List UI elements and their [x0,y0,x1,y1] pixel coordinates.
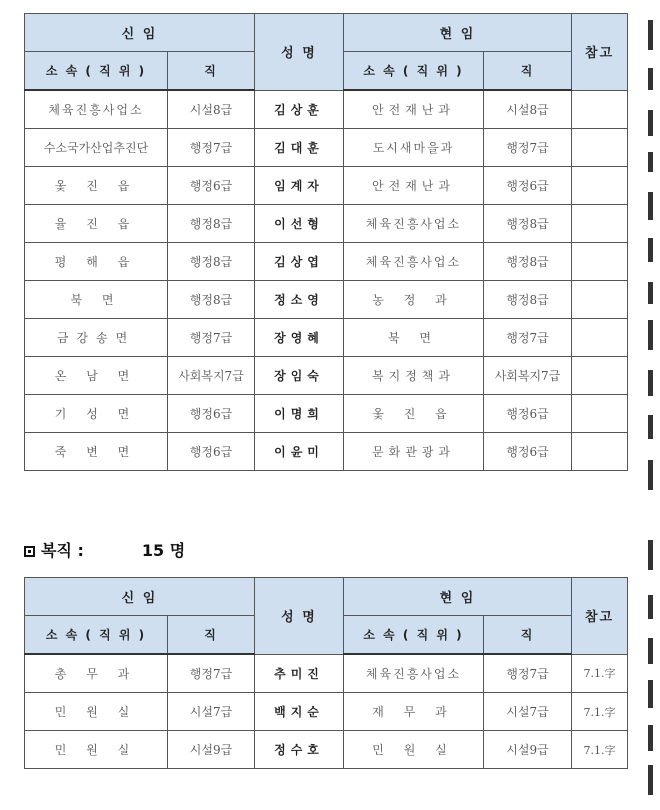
new-grade-cell: 시설9급 [168,731,255,769]
section-label: 복직 : [41,541,84,560]
new-dept-cell: 수소국가산업추진단 [25,129,168,167]
header-cur-dept: 소 속 ( 직 위 ) [344,52,484,91]
current-grade-cell: 시설9급 [484,731,572,769]
new-dept-cell: 기 성 면 [25,395,168,433]
header-new-grade: 직 [168,616,255,655]
name-cell: 추미진 [255,654,344,693]
remark-cell: 7.1.字 [572,693,628,731]
new-grade-cell: 행정6급 [168,395,255,433]
new-dept-cell: 민 원 실 [25,731,168,769]
header-new-grade: 직 [168,52,255,91]
name-cell: 김상훈 [255,90,344,129]
table-row [25,433,628,471]
current-grade-cell: 행정8급 [484,281,572,319]
header-current-post: 현 임 [344,14,572,52]
new-dept-cell: 민 원 실 [25,693,168,731]
table-row [25,357,628,395]
table-row [25,395,628,433]
table-row [25,90,628,129]
current-grade-cell: 시설7급 [484,693,572,731]
current-dept-cell: 옻 진 읍 [344,395,484,433]
header-cur-dept: 소 속 ( 직 위 ) [344,616,484,655]
square-bullet-icon [24,546,35,557]
header-name: 성 명 [255,578,344,655]
header-current-post: 현 임 [344,578,572,616]
current-dept-cell: 안전재난과 [344,90,484,129]
new-dept-cell: 체육진흥사업소 [25,90,168,129]
remark-cell [572,167,628,205]
new-dept-cell: 평 해 읍 [25,243,168,281]
remark-cell [572,205,628,243]
table-row [25,731,628,769]
new-dept-cell: 총 무 과 [25,654,168,693]
current-dept-cell: 체육진흥사업소 [344,243,484,281]
remark-cell [572,90,628,129]
reinstatement-table [24,577,628,769]
header-remark: 참고 [572,14,628,91]
name-cell: 장영혜 [255,319,344,357]
new-grade-cell: 행정7급 [168,654,255,693]
new-dept-cell: 금강송면 [25,319,168,357]
table-row [25,205,628,243]
current-dept-cell: 민 원 실 [344,731,484,769]
current-dept-cell: 재 무 과 [344,693,484,731]
name-cell: 장임숙 [255,357,344,395]
new-grade-cell: 시설7급 [168,693,255,731]
name-cell: 이윤미 [255,433,344,471]
table-row [25,693,628,731]
table-row [25,243,628,281]
remark-cell [572,433,628,471]
remark-cell: 7.1.字 [572,654,628,693]
remark-cell [572,281,628,319]
remark-cell: 7.1.字 [572,731,628,769]
current-dept-cell: 안전재난과 [344,167,484,205]
name-cell: 김상엽 [255,243,344,281]
new-grade-cell: 행정8급 [168,243,255,281]
name-cell: 임계자 [255,167,344,205]
new-dept-cell: 온 남 면 [25,357,168,395]
current-grade-cell: 사회복지7급 [484,357,572,395]
new-grade-cell: 행정6급 [168,167,255,205]
current-dept-cell: 도시새마을과 [344,129,484,167]
header-cur-grade: 직 [484,616,572,655]
table-row [25,167,628,205]
table-row [25,319,628,357]
current-dept-cell: 북 면 [344,319,484,357]
header-new-dept: 소 속 ( 직 위 ) [25,616,168,655]
current-grade-cell: 행정6급 [484,395,572,433]
current-grade-cell: 시설8급 [484,90,572,129]
current-grade-cell: 행정8급 [484,243,572,281]
table-row [25,654,628,693]
new-grade-cell: 사회복지7급 [168,357,255,395]
current-dept-cell: 체육진흥사업소 [344,654,484,693]
new-grade-cell: 행정7급 [168,319,255,357]
new-grade-cell: 행정6급 [168,433,255,471]
name-cell: 이명희 [255,395,344,433]
header-new-dept: 소 속 ( 직 위 ) [25,52,168,91]
current-grade-cell: 행정7급 [484,654,572,693]
name-cell: 정소영 [255,281,344,319]
table-row [25,129,628,167]
remark-cell [572,395,628,433]
current-grade-cell: 행정6급 [484,433,572,471]
current-grade-cell: 행정7급 [484,319,572,357]
current-grade-cell: 행정6급 [484,167,572,205]
remark-cell [572,357,628,395]
new-dept-cell: 북 면 [25,281,168,319]
header-cur-grade: 직 [484,52,572,91]
section-title [24,538,185,561]
name-cell: 백지순 [255,693,344,731]
current-dept-cell: 문화관광과 [344,433,484,471]
current-dept-cell: 체육진흥사업소 [344,205,484,243]
section-count: 15 명 [141,541,186,560]
name-cell: 이선형 [255,205,344,243]
header-new-post: 신 임 [25,14,255,52]
new-dept-cell: 죽 변 면 [25,433,168,471]
current-grade-cell: 행정7급 [484,129,572,167]
transfer-table [24,13,628,471]
new-dept-cell: 율 진 읍 [25,205,168,243]
table-row [25,281,628,319]
current-grade-cell: 행정8급 [484,205,572,243]
new-dept-cell: 옻 진 읍 [25,167,168,205]
new-grade-cell: 시설8급 [168,90,255,129]
new-grade-cell: 행정8급 [168,205,255,243]
remark-cell [572,243,628,281]
remark-cell [572,129,628,167]
name-cell: 정수호 [255,731,344,769]
new-grade-cell: 행정8급 [168,281,255,319]
header-remark: 참고 [572,578,628,655]
header-new-post: 신 임 [25,578,255,616]
current-dept-cell: 농 정 과 [344,281,484,319]
new-grade-cell: 행정7급 [168,129,255,167]
header-name: 성 명 [255,14,344,91]
current-dept-cell: 복지정책과 [344,357,484,395]
name-cell: 김대훈 [255,129,344,167]
page-edge-marks [642,20,660,810]
remark-cell [572,319,628,357]
